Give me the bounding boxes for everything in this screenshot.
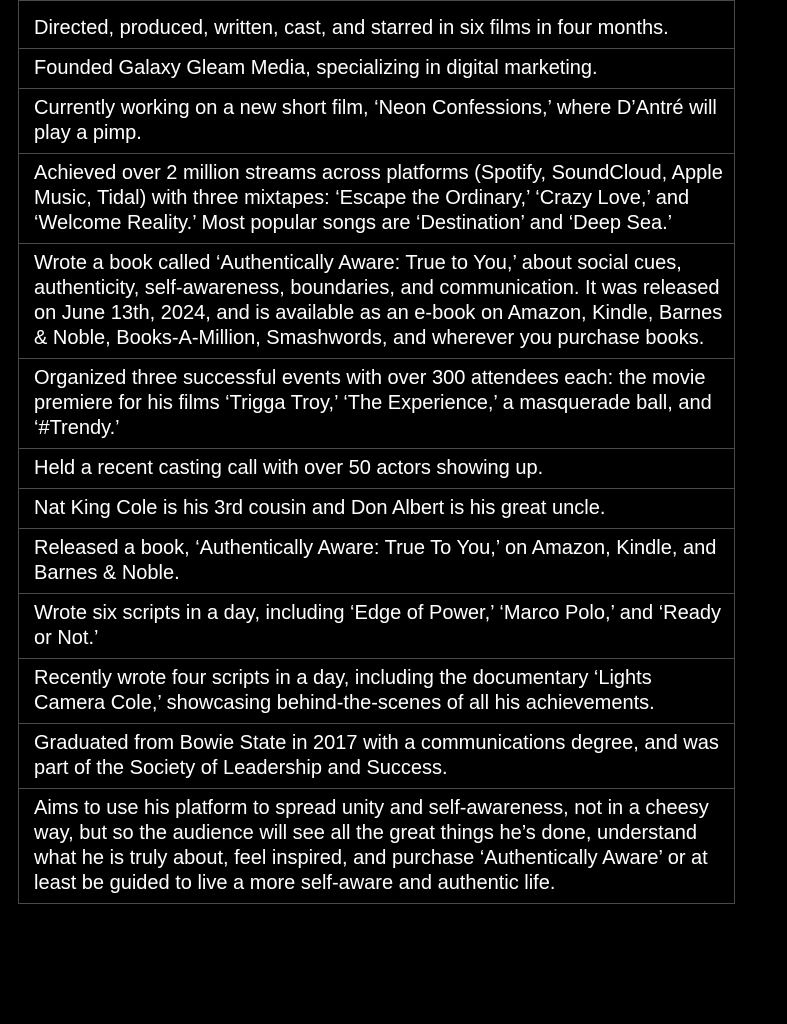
table-row: Currently working on a new short film, ‘Neon Confessions,’ where D’Antré will play a pimp.: [19, 88, 734, 153]
table-row: Held a recent casting call with over 50 actors showing up.: [19, 448, 734, 488]
table-row: Aims to use his platform to spread unity and self-awareness, not in a cheesy way, but so the audience will see all the great things he’s done, understand what he is truly about, feel inspired, and purchase ‘Authentically Aware’ or at least be guided to live a more self-aware and authentic life.: [19, 788, 734, 903]
table-row: Achieved over 2 million streams across platforms (Spotify, SoundCloud, Apple Music, Tidal) with three mixtapes: ‘Escape the Ordinary,’ ‘Crazy Love,’ and ‘Welcome Reality.’ Most popular songs are ‘Destination’ and ‘Deep Sea.’: [19, 153, 734, 243]
table-row: Founded Galaxy Gleam Media, specializing in digital marketing.: [19, 48, 734, 88]
table-row: Directed, produced, written, cast, and starred in six films in four months.: [19, 0, 734, 48]
background-margin: [771, 0, 787, 1024]
table-row: Recently wrote four scripts in a day, including the documentary ‘Lights Camera Cole,’ showcasing behind-the-scenes of all his achievements.: [19, 658, 734, 723]
table-row: Wrote a book called ‘Authentically Aware: True to You,’ about social cues, authenticity, self-awareness, boundaries, and communication. It was released on June 13th, 2024, and is available as an e-book on Amazon, Kindle, Barnes & Noble, Books-A-Million, Smashwords, and wherever you purchase books.: [19, 243, 734, 358]
achievements-table: [18, 0, 735, 904]
table-row: Released a book, ‘Authentically Aware: True To You,’ on Amazon, Kindle, and Barnes & Noble.: [19, 528, 734, 593]
table-row: Graduated from Bowie State in 2017 with a communications degree, and was part of the Society of Leadership and Success.: [19, 723, 734, 788]
table-row: Wrote six scripts in a day, including ‘Edge of Power,’ ‘Marco Polo,’ and ‘Ready or Not.’: [19, 593, 734, 658]
table-row: Nat King Cole is his 3rd cousin and Don Albert is his great uncle.: [19, 488, 734, 528]
table-row: Organized three successful events with over 300 attendees each: the movie premiere for his films ‘Trigga Troy,’ ‘The Experience,’ a masquerade ball, and ‘#Trendy.’: [19, 358, 734, 448]
